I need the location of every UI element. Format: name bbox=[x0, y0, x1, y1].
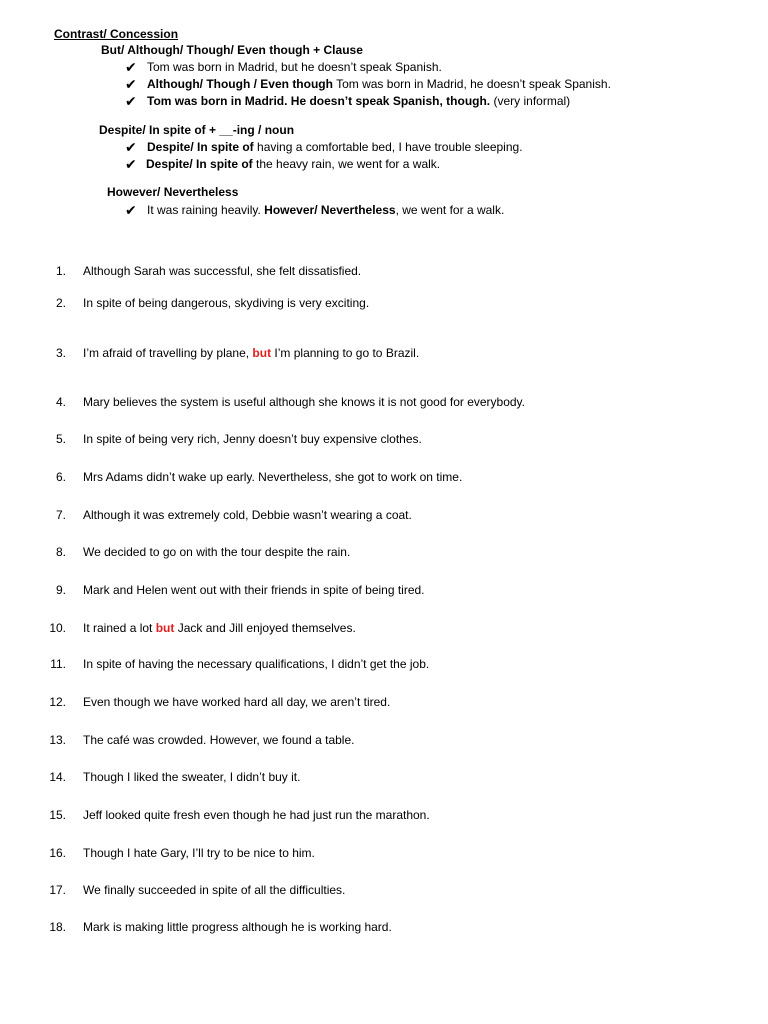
sentence-part: Jack and Jill enjoyed themselves. bbox=[174, 621, 356, 635]
exercise-sentence bbox=[83, 470, 462, 484]
exercise-number: 16. bbox=[49, 846, 66, 860]
sentence-part: I’m afraid of travelling by plane, bbox=[83, 346, 253, 360]
exercise-sentence bbox=[83, 808, 430, 822]
sentence-part: In spite of being dangerous, skydiving is very exciting. bbox=[83, 296, 370, 310]
example-part: Tom was born in Madrid, he doesn’t speak Spanish. bbox=[332, 77, 611, 91]
exercise-sentence bbox=[83, 432, 422, 446]
sentence-part: Mrs Adams didn’t wake up early. Nevertheless, she got to work on time. bbox=[83, 470, 463, 484]
exercise-sentence bbox=[83, 695, 390, 709]
example-part: the heavy rain, we went for a walk. bbox=[252, 157, 441, 171]
exercise-number: 4. bbox=[55, 395, 66, 409]
example-part: Despite/ In spite of bbox=[147, 140, 254, 154]
exercise-number: 10. bbox=[49, 621, 66, 635]
exercise-number: 13. bbox=[49, 733, 66, 747]
example-line bbox=[147, 94, 570, 108]
exercise-sentence bbox=[83, 545, 350, 559]
sentence-part: Although Sarah was successful, she felt dissatisfied. bbox=[83, 264, 362, 278]
example-part: Tom was born in Madrid. He doesn’t speak Spanish, though. bbox=[147, 94, 491, 108]
exercise-number: 7. bbox=[55, 508, 66, 522]
example-part: having a comfortable bed, I have trouble sleeping. bbox=[253, 140, 523, 154]
sentence-part: Mary believes the system is useful although she knows it is not good for everybody. bbox=[83, 395, 526, 409]
exercise-number: 11. bbox=[50, 657, 66, 671]
exercise-sentence bbox=[83, 296, 369, 310]
exercise-number: 8. bbox=[55, 545, 66, 559]
exercise-sentence bbox=[83, 395, 525, 409]
exercise-number: 3. bbox=[55, 346, 66, 360]
exercise-sentence bbox=[83, 733, 354, 747]
exercise-sentence bbox=[83, 583, 425, 597]
exercise-sentence bbox=[83, 657, 429, 671]
checkmark-icon: ✔ bbox=[125, 139, 137, 155]
sentence-part: The café was crowded. However, we found a table. bbox=[83, 733, 355, 747]
sentence-part: We decided to go on with the tour despite the rain. bbox=[83, 545, 351, 559]
worksheet-title: Contrast/ Concession bbox=[54, 27, 179, 41]
example-line bbox=[147, 203, 504, 217]
section-heading-despite: Despite/ In spite of + __-ing / noun bbox=[99, 123, 295, 137]
exercise-number: 12. bbox=[49, 695, 66, 709]
example-line bbox=[147, 60, 442, 74]
sentence-part: Although it was extremely cold, Debbie wasn’t wearing a coat. bbox=[83, 508, 412, 522]
example-part: However/ Nevertheless bbox=[264, 203, 396, 217]
exercise-number: 18. bbox=[49, 920, 66, 934]
sentence-part: Mark and Helen went out with their friends in spite of being tired. bbox=[83, 583, 425, 597]
sentence-part: Jeff looked quite fresh even though he had just run the marathon. bbox=[83, 808, 430, 822]
exercise-number: 9. bbox=[55, 583, 66, 597]
example-line bbox=[146, 157, 440, 171]
section-heading-clause: But/ Although/ Though/ Even though + Clause bbox=[101, 43, 363, 57]
sentence-part: Even though we have worked hard all day, we aren’t tired. bbox=[83, 695, 391, 709]
exercise-number: 14. bbox=[49, 770, 66, 784]
example-line bbox=[147, 77, 611, 91]
highlight-word: but bbox=[155, 621, 175, 635]
sentence-part: In spite of being very rich, Jenny doesn’t buy expensive clothes. bbox=[83, 432, 422, 446]
sentence-part: Though I liked the sweater, I didn’t buy it. bbox=[83, 770, 301, 784]
checkmark-icon: ✔ bbox=[125, 202, 137, 218]
exercise-number: 15. bbox=[49, 808, 66, 822]
section-heading-however: However/ Nevertheless bbox=[107, 185, 239, 199]
exercise-number: 1. bbox=[55, 264, 66, 278]
checkmark-icon: ✔ bbox=[125, 93, 137, 109]
exercise-sentence bbox=[83, 264, 361, 278]
exercise-number: 6. bbox=[55, 470, 66, 484]
checkmark-icon: ✔ bbox=[125, 59, 137, 75]
sentence-part: In spite of having the necessary qualifications, I didn’t get the job. bbox=[83, 657, 430, 671]
exercise-sentence bbox=[83, 621, 356, 635]
exercise-sentence bbox=[83, 508, 412, 522]
sentence-part: Though I hate Gary, I’ll try to be nice to him. bbox=[83, 846, 315, 860]
sentence-part: It rained a lot bbox=[83, 621, 156, 635]
sentence-part: Mark is making little progress although he is working hard. bbox=[83, 920, 392, 934]
exercise-number: 5. bbox=[55, 432, 66, 446]
exercise-sentence bbox=[83, 920, 392, 934]
example-part: Despite/ In spite of bbox=[146, 157, 253, 171]
example-line bbox=[147, 140, 523, 154]
exercise-number: 17. bbox=[49, 883, 66, 897]
sentence-part: I’m planning to go to Brazil. bbox=[271, 346, 420, 360]
checkmark-icon: ✔ bbox=[125, 156, 137, 172]
exercise-number: 2. bbox=[55, 296, 66, 310]
example-part: It was raining heavily. bbox=[147, 203, 265, 217]
checkmark-icon: ✔ bbox=[125, 76, 137, 92]
example-part: (very informal) bbox=[490, 94, 571, 108]
exercise-sentence bbox=[83, 770, 300, 784]
highlight-word: but bbox=[252, 346, 272, 360]
exercise-sentence bbox=[83, 846, 315, 860]
sentence-part: We finally succeeded in spite of all the difficulties. bbox=[83, 883, 346, 897]
exercise-sentence bbox=[83, 883, 345, 897]
example-part: , we went for a walk. bbox=[395, 203, 505, 217]
example-part: Tom was born in Madrid, but he doesn’t speak Spanish. bbox=[147, 60, 442, 74]
exercise-sentence bbox=[83, 346, 419, 360]
example-part: Although/ Though / Even though bbox=[147, 77, 333, 91]
